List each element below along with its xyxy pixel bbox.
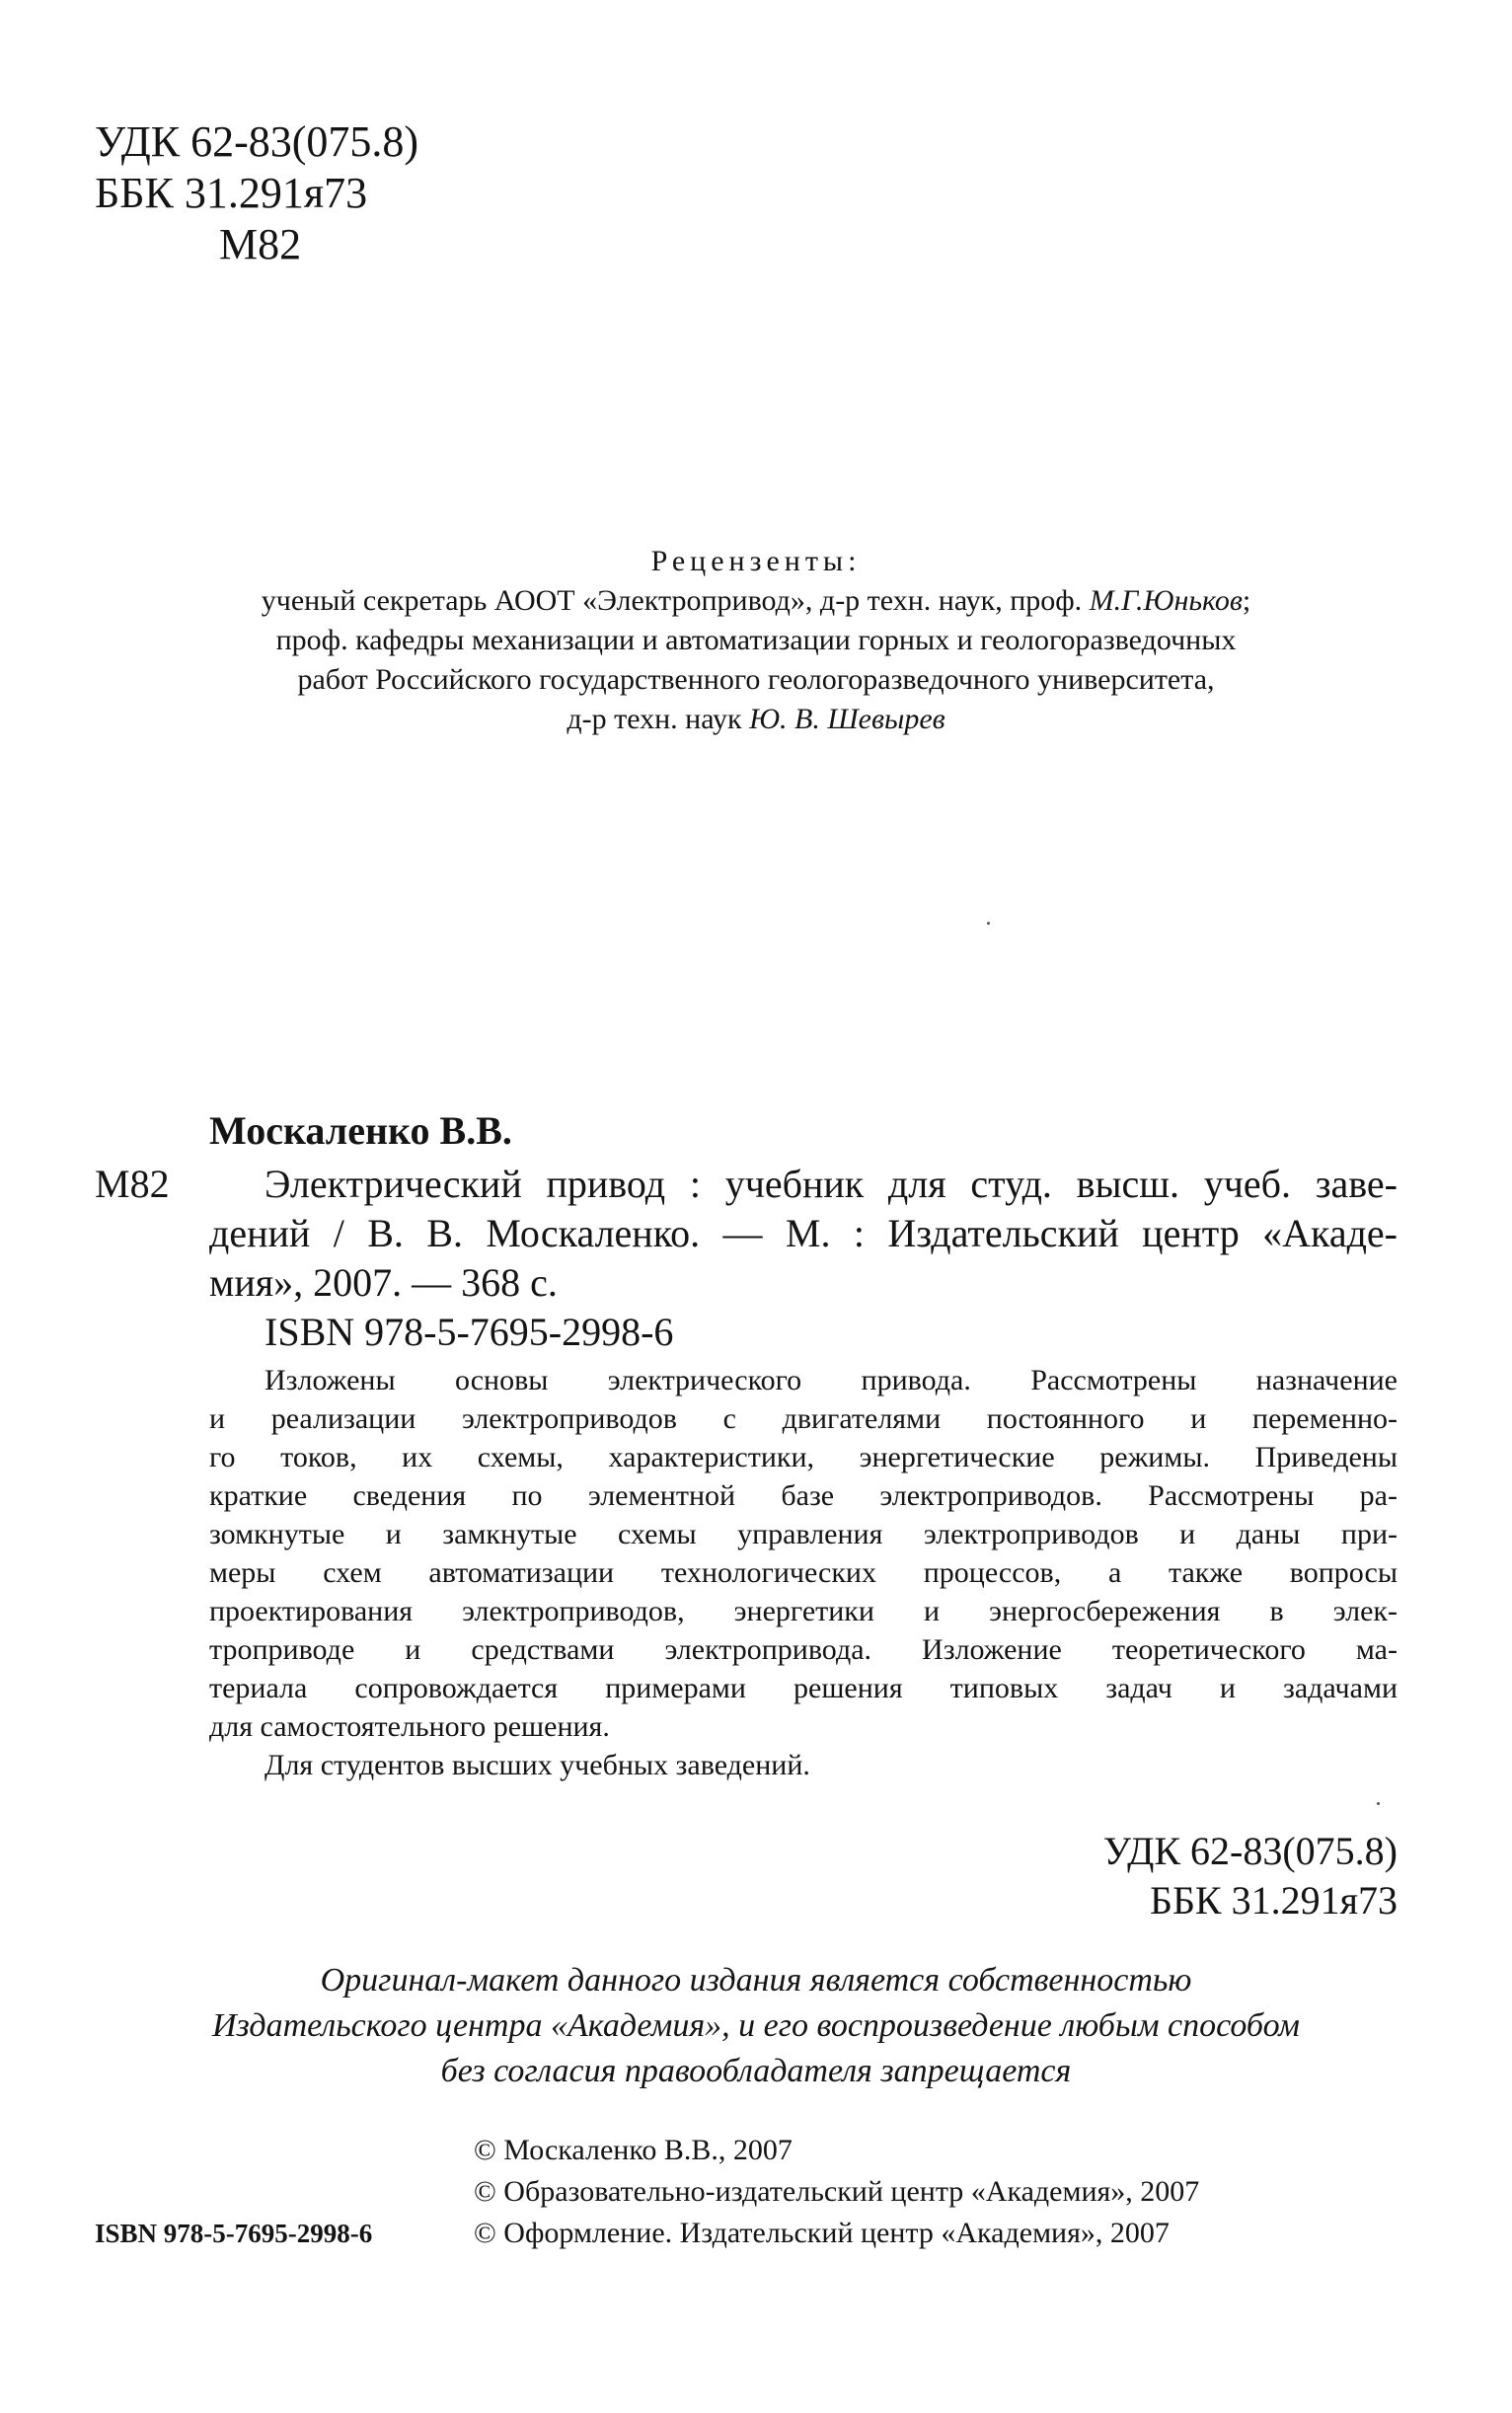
bib-title-line-1: Электрический привод : учебник для студ. высш. учеб. заве- — [265, 1162, 1398, 1206]
udk-code-bottom: УДК 62-83(075.8) — [1102, 1829, 1398, 1873]
reviewer-2-text: д-р техн. наук — [567, 703, 750, 735]
bbk-code-bottom: ББК 31.291я73 — [1149, 1878, 1398, 1923]
copyright-line-1: © Москаленко В.В., 2007 — [474, 2134, 793, 2166]
reviewer-line-4 — [0, 703, 1512, 736]
bib-author: Москаленко В.В. — [209, 1108, 512, 1153]
abstract-line-5: зомкнутые и замкнутые схемы управления электроприводов и даны при- — [209, 1518, 1398, 1550]
abstract-line-9: териала сопровождается примерами решения типовых задач и задачами — [209, 1672, 1398, 1704]
reviewer-line-3: работ Российского государственного геологоразведочного университета, — [297, 663, 1215, 696]
notice-line-2: Издательского центра «Академия», и его воспроизведение любым способом — [212, 2007, 1300, 2044]
scan-speck-1 — [987, 922, 990, 925]
bib-title-line-2: дений / В. В. Москаленко. — М. : Издательский центр «Акаде- — [209, 1211, 1398, 1255]
abstract-line-6: меры схем автоматизации технологических процессов, а также вопросы — [209, 1556, 1398, 1589]
bib-title-line-3: мия», 2007. — 368 с. — [209, 1260, 558, 1305]
reviewer-1-name: М.Г.Юньков — [1089, 584, 1243, 617]
abstract-line-4: краткие сведения по элементной базе электроприводов. Рассмотрены ра- — [209, 1479, 1398, 1512]
copyright-line-3: © Оформление. Издательский центр «Академия», 2007 — [474, 2217, 1170, 2249]
bib-isbn: ISBN 978-5-7695-2998-6 — [265, 1310, 674, 1354]
abstract-line-1: Изложены основы электрического привода. Рассмотрены назначение — [265, 1364, 1398, 1396]
bbk-code-top: ББК 31.291я73 — [95, 169, 368, 217]
abstract-line-2: и реализации электроприводов с двигателями постоянного и переменно- — [209, 1402, 1398, 1435]
reviewer-line-2: проф. кафедры механизации и автоматизации горных и геологоразведочных — [275, 624, 1237, 656]
abstract-line-10: для самостоятельного решения. — [209, 1710, 610, 1743]
reviewers-heading: Рецензенты: — [650, 545, 862, 577]
notice-line-3: без согласия правообладателя запрещается — [440, 2053, 1072, 2089]
copyright-line-2: © Образовательно-издательский центр «Академия», 2007 — [474, 2175, 1200, 2208]
abstract-line-3: го токов, их схемы, характеристики, энергетические режимы. Приведены — [209, 1441, 1398, 1473]
abstract-line-8: троприводе и средствами электропривода. Изложение теоретического ма- — [209, 1633, 1398, 1666]
reviewer-1-end: ; — [1242, 584, 1251, 617]
reviewer-1-text: ученый секретарь АООТ «Электропривод», д-р техн. наук, проф. — [261, 584, 1090, 617]
notice-line-1: Оригинал-макет данного издания является собственностью — [320, 1962, 1192, 1998]
abstract-line-7: проектирования электроприводов, энергетики и энергосбережения в элек- — [209, 1595, 1398, 1627]
author-mark-top: М82 — [219, 220, 302, 268]
reviewer-2-name: Ю. В. Шевырев — [749, 703, 945, 735]
scan-speck-2 — [1377, 1802, 1380, 1805]
bib-author-mark: М82 — [95, 1162, 170, 1206]
bib-audience: Для студентов высших учебных заведений. — [265, 1749, 810, 1781]
udk-code-top: УДК 62-83(075.8) — [95, 117, 419, 166]
copyright-isbn: ISBN 978-5-7695-2998-6 — [95, 2219, 373, 2248]
reviewer-line-1 — [0, 584, 1512, 618]
